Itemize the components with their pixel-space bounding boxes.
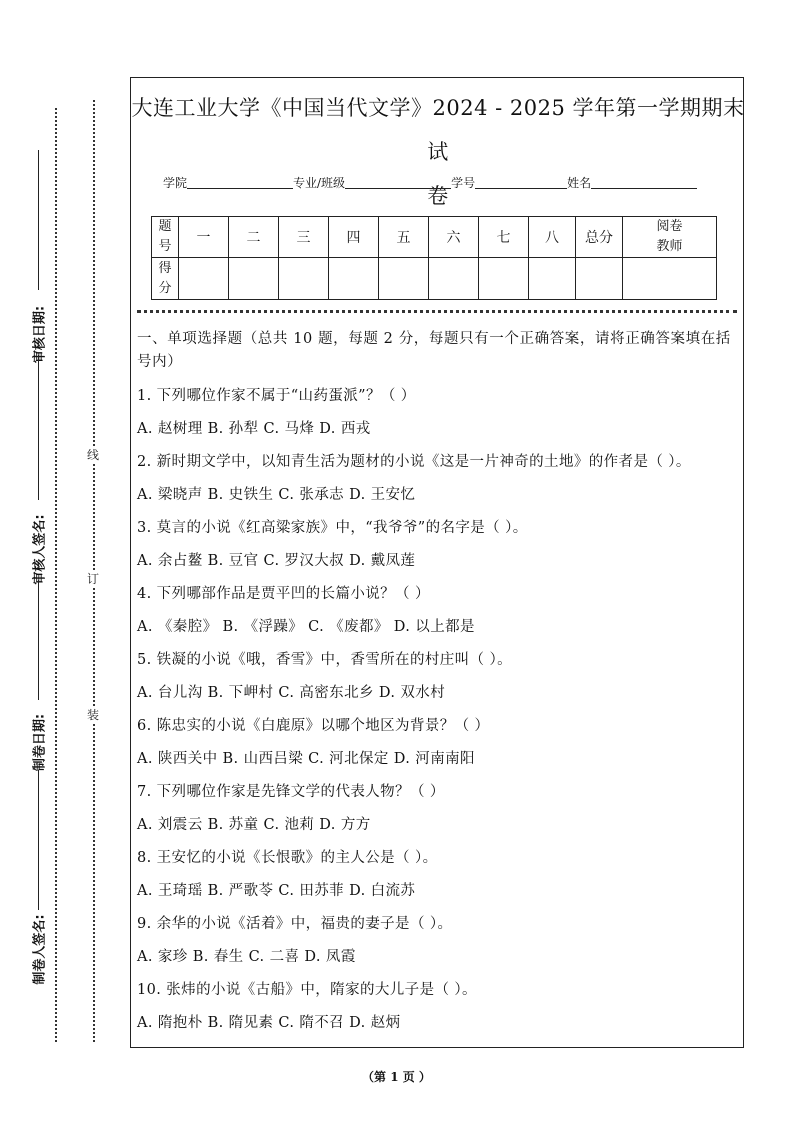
score-cell[interactable] bbox=[479, 258, 529, 300]
college-label: 学院 bbox=[163, 176, 188, 190]
section-single-choice bbox=[137, 328, 737, 1040]
score-table bbox=[151, 216, 717, 300]
question-10: 10. 张炜的小说《古船》中，隋家的大儿子是（ ）。 bbox=[137, 982, 477, 998]
column-header: 三 bbox=[279, 217, 329, 258]
exam-frame bbox=[130, 77, 744, 1048]
paper-maker-signature-label: 制卷人签名: bbox=[32, 914, 48, 985]
score-label-top: 得 bbox=[158, 260, 172, 276]
paper-maker-signature-underline bbox=[38, 770, 39, 910]
score-cell[interactable] bbox=[429, 258, 479, 300]
question-5-options: A. 台儿沟 B. 下岬村 C. 高密东北乡 D. 双水村 bbox=[137, 685, 446, 701]
question-2: 2. 新时期文学中，以知青生活为题材的小说《这是一片神奇的土地》的作者是（ ）。 bbox=[137, 454, 691, 470]
student-info-row bbox=[163, 174, 697, 191]
binding-mark-bind: 装 bbox=[87, 708, 100, 722]
column-header-total: 总分 bbox=[576, 217, 623, 258]
exam-title bbox=[131, 86, 745, 218]
score-label-bottom: 分 bbox=[158, 280, 172, 296]
question-4: 4. 下列哪部作品是贾平凹的长篇小说？（ ） bbox=[137, 586, 430, 602]
binding-mark-staple: 订 bbox=[87, 572, 100, 586]
review-date-label: 审核日期: bbox=[32, 305, 48, 364]
question-7-options: A. 刘震云 B. 苏童 C. 池莉 D. 方方 bbox=[137, 817, 371, 833]
score-table-score-row bbox=[152, 258, 717, 300]
question-9: 9. 余华的小说《活着》中，福贵的妻子是（ ）。 bbox=[137, 916, 453, 932]
student-id-field[interactable] bbox=[475, 176, 567, 189]
column-header: 七 bbox=[479, 217, 529, 258]
score-cell[interactable] bbox=[179, 258, 229, 300]
score-label-cell bbox=[152, 258, 179, 300]
question-6-options: A. 陕西关中 B. 山西吕梁 C. 河北保定 D. 河南南阳 bbox=[137, 751, 475, 767]
section-heading: 一、单项选择题（总共 10 题，每题 2 分，每题只有一个正确答案，请将正确答案填在括号内） bbox=[137, 331, 731, 370]
exam-title-line2: 卷 bbox=[427, 184, 449, 208]
binding-mark-line: 线 bbox=[87, 448, 100, 462]
question-3: 3. 莫言的小说《红高粱家族》中，“我爷爷”的名字是（ ）。 bbox=[137, 520, 528, 536]
column-header: 四 bbox=[329, 217, 379, 258]
score-cell[interactable] bbox=[279, 258, 329, 300]
question-8: 8. 王安忆的小说《长恨歌》的主人公是（ ）。 bbox=[137, 850, 438, 866]
column-header: 一 bbox=[179, 217, 229, 258]
name-field[interactable] bbox=[591, 176, 697, 189]
college-field[interactable] bbox=[187, 176, 293, 189]
section-divider bbox=[137, 310, 737, 313]
column-header: 六 bbox=[429, 217, 479, 258]
binding-dotted-line-outer bbox=[55, 108, 57, 1042]
total-score-cell[interactable] bbox=[576, 258, 623, 300]
column-header: 八 bbox=[529, 217, 576, 258]
question-1-options: A. 赵树理 B. 孙犁 C. 马烽 D. 西戎 bbox=[137, 421, 371, 437]
header-label-bottom: 号 bbox=[158, 239, 172, 254]
question-8-options: A. 王琦瑶 B. 严歌苓 C. 田苏菲 D. 白流苏 bbox=[137, 883, 416, 899]
question-3-options: A. 余占鳌 B. 豆官 C. 罗汉大叔 D. 戴凤莲 bbox=[137, 553, 416, 569]
question-4-options: A. 《秦腔》 B. 《浮躁》 C. 《废都》 D. 以上都是 bbox=[137, 619, 475, 635]
column-header: 二 bbox=[229, 217, 279, 258]
header-label-cell bbox=[152, 217, 179, 258]
question-10-options: A. 隋抱朴 B. 隋见素 C. 隋不召 D. 赵炳 bbox=[137, 1015, 401, 1031]
column-header: 五 bbox=[379, 217, 429, 258]
major-field[interactable] bbox=[345, 176, 451, 189]
reviewer-cell[interactable] bbox=[623, 258, 717, 300]
question-7: 7. 下列哪位作家是先锋文学的代表人物？（ ） bbox=[137, 784, 445, 800]
reviewer-header-top: 阅卷 bbox=[656, 219, 683, 234]
question-2-options: A. 梁晓声 B. 史铁生 C. 张承志 D. 王安忆 bbox=[137, 487, 416, 503]
score-cell[interactable] bbox=[329, 258, 379, 300]
major-label: 专业/班级 bbox=[293, 176, 346, 190]
score-table-header-row bbox=[152, 217, 717, 258]
score-cell[interactable] bbox=[379, 258, 429, 300]
question-6: 6. 陈忠实的小说《白鹿原》以哪个地区为背景？（ ） bbox=[137, 718, 490, 734]
page-number: （第 1 页 ） bbox=[362, 1070, 431, 1084]
paper-date-label: 制卷日期: bbox=[32, 713, 48, 772]
header-label-top: 题 bbox=[158, 219, 172, 234]
exam-title-line1: 大连工业大学《中国当代文学》2024 - 2025 学年第一学期期末试 bbox=[131, 96, 745, 164]
reviewer-signature-underline bbox=[38, 355, 39, 500]
question-1: 1. 下列哪位作家不属于“山药蛋派”？（ ） bbox=[137, 388, 416, 404]
name-label: 姓名 bbox=[567, 176, 592, 190]
student-id-label: 学号 bbox=[451, 176, 476, 190]
score-cell[interactable] bbox=[229, 258, 279, 300]
reviewer-signature-label: 审核人签名: bbox=[32, 514, 48, 585]
score-cell[interactable] bbox=[529, 258, 576, 300]
review-date-underline bbox=[38, 150, 39, 290]
reviewer-header-bottom: 教师 bbox=[656, 239, 683, 254]
paper-date-underline bbox=[38, 580, 39, 700]
question-9-options: A. 家珍 B. 春生 C. 二喜 D. 凤霞 bbox=[137, 949, 356, 965]
binding-dotted-line-inner bbox=[93, 100, 95, 1042]
reviewer-header-cell bbox=[623, 217, 717, 258]
question-5: 5. 铁凝的小说《哦，香雪》中，香雪所在的村庄叫（ ）。 bbox=[137, 652, 513, 668]
